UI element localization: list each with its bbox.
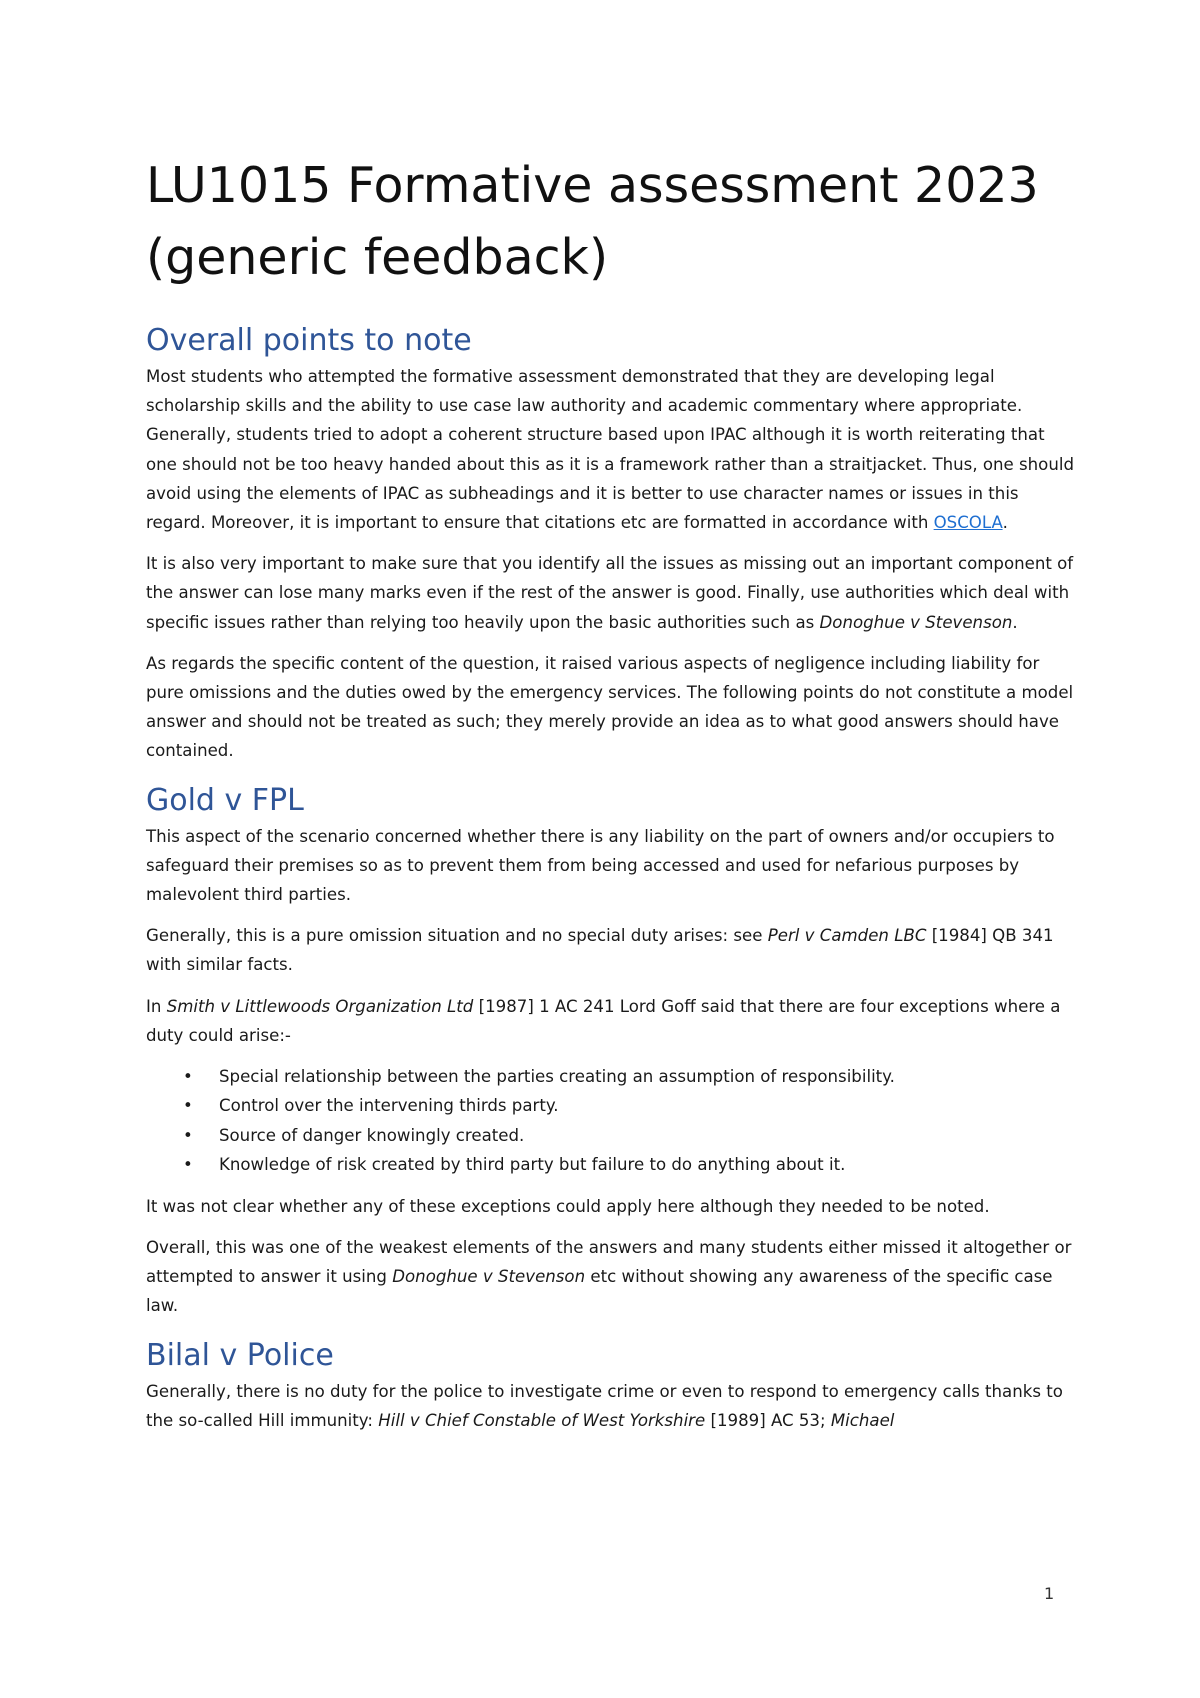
exceptions-list: [146, 1062, 1076, 1180]
overall-paragraph-1: [146, 362, 1076, 537]
overall-paragraph-3: As regards the specific content of the question, it raised various aspects of negligence including liability for pure omissions and the duties owed by the emergency services. The following points do not constitute a model answer and should not be treated as such; they merely provide an idea as to what good answers should have contained.: [146, 653, 1074, 761]
oscola-link[interactable]: OSCOLA: [933, 513, 1003, 533]
gold-paragraph-3: [146, 992, 1076, 1050]
case-name: Hill v Chief Constable of West Yorkshire: [378, 1410, 706, 1430]
document-title: LU1015 Formative assessment 2023 (generic feedback): [146, 157, 1039, 286]
gold-paragraph-1: This aspect of the scenario concerned whether there is any liability on the part of owners and/or occupiers to safeguard their premises so as to prevent them from being accessed and used for nefarious purposes by malevolent third parties.: [146, 826, 1055, 905]
list-item-text: Control over the intervening thirds party.: [219, 1096, 559, 1116]
list-item: [183, 1091, 1076, 1120]
list-item: [183, 1150, 1076, 1179]
gold-p2-text: Generally, this is a pure omission situation and no special duty arises: see: [146, 926, 768, 946]
case-name: Perl v Camden LBC: [767, 926, 927, 946]
list-item: [183, 1062, 1076, 1091]
gold-paragraph-5: [146, 1233, 1076, 1321]
heading-overall-points: Overall points to note: [146, 323, 472, 358]
overall-p2-text: It is also very important to make sure that you identify all the issues as missing out an important component of the answer can lose many marks even if the rest of the answer is good. Finally, use authorities which deal with specific issues rather than relying too heavily upon the basic authorities such as: [146, 554, 1074, 632]
list-item-text: Knowledge of risk created by third party but failure to do anything about it.: [219, 1155, 846, 1175]
case-name: Smith v Littlewoods Organization Ltd: [166, 996, 474, 1016]
list-item-text: Source of danger knowingly created.: [219, 1125, 525, 1145]
heading-bilal-v-police: Bilal v Police: [146, 1337, 334, 1373]
list-item-text: Special relationship between the parties creating an assumption of responsibility.: [219, 1067, 895, 1087]
gold-paragraph-2: [146, 921, 1076, 979]
bullet-icon: •: [183, 1125, 193, 1145]
heading-gold-v-fpl: Gold v FPL: [146, 782, 304, 818]
list-item: [183, 1121, 1076, 1150]
overall-p2-end: .: [1012, 612, 1018, 632]
gold-p5-text: Overall, this was one of the weakest elements of the answers and many students either missed it altogether or attempted to answer it using: [146, 1237, 1072, 1287]
gold-p3-end: [1987] 1 AC 241 Lord Goff said that there are four exceptions where a duty could arise:-: [146, 996, 1061, 1045]
case-name: Donoghue v Stevenson: [819, 612, 1013, 632]
bullet-icon: •: [183, 1067, 193, 1087]
gold-p2-end: [1984] QB 341 with similar facts.: [146, 926, 1054, 975]
case-name: Michael: [830, 1410, 895, 1430]
page-number: 1: [1044, 1584, 1055, 1603]
gold-paragraph-4: It was not clear whether any of these exceptions could apply here although they needed to be noted.: [146, 1196, 990, 1216]
gold-p3-text: In: [146, 996, 167, 1016]
bilal-p1-mid: [1989] AC 53;: [705, 1410, 831, 1430]
bullet-icon: •: [183, 1096, 193, 1116]
overall-paragraph-2: [146, 549, 1076, 637]
overall-p1-text: Most students who attempted the formative assessment demonstrated that they are developing legal scholarship skills and the ability to use case law authority and academic commentary where appropriate. Generally, students tried to adopt a coherent structure based upon IPAC although it is worth reiterating that one should not be too heavy handed about this as it is a framework rather than a straitjacket. Thus, one should avoid using the elements of IPAC as subheadings and it is better to use character names or issues in this regard. Moreover, it is important to ensure that citations etc are formatted in accordance with: [146, 367, 1074, 533]
case-name: Donoghue v Stevenson: [392, 1267, 586, 1287]
bilal-p1-text: Generally, there is no duty for the police to investigate crime or even to respond to emergency calls thanks to the so-called Hill immunity:: [146, 1381, 1063, 1430]
page-content: [146, 150, 1076, 1447]
overall-p1-end: .: [1002, 513, 1008, 533]
bilal-paragraph-1: [146, 1377, 1076, 1435]
gold-p5-end: etc without showing any awareness of the specific case law.: [146, 1267, 1053, 1316]
bullet-icon: •: [183, 1155, 193, 1175]
